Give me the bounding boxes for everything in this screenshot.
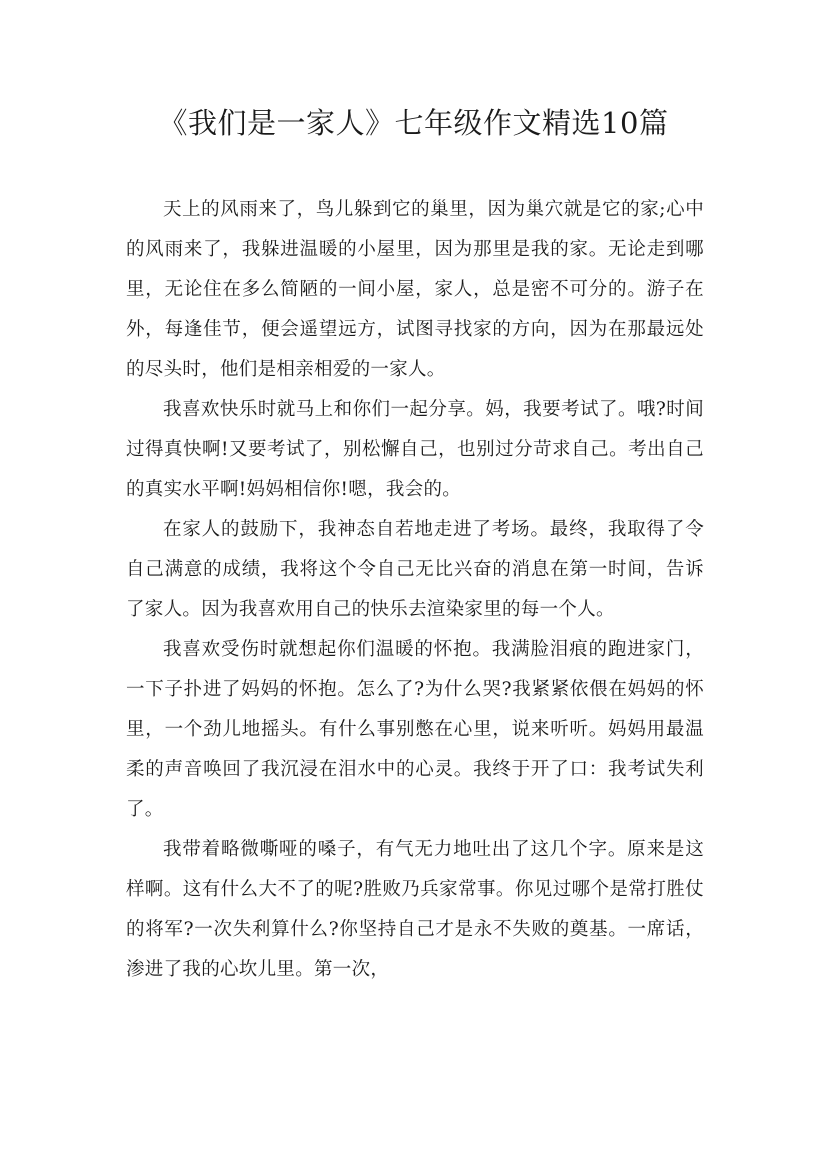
document-title: 《我们是一家人》七年级作文精选10篇 bbox=[158, 106, 669, 140]
paragraph: 在家人的鼓励下，我神态自若地走进了考场。最终，我取得了令自己满意的成绩，我将这个令自己无比兴奋的消息在第一时间，告诉了家人。因为我喜欢用自己的快乐去渲染家里的每一个人。 bbox=[126, 519, 704, 620]
paragraph: 我带着略微嘶哑的嗓子，有气无力地吐出了这几个字。原来是这样啊。这有什么大不了的呢?胜败乃兵家常事。你见过哪个是常打胜仗的将军?一次失利算什么?你坚持自己才是永不失败的奠基。一席话，渗进了我的心坎儿里。第一次， bbox=[126, 839, 704, 980]
paragraph: 我喜欢受伤时就想起你们温暖的怀抱。我满脸泪痕的跑进家门，一下子扑进了妈妈的怀抱。怎么了?为什么哭?我紧紧依偎在妈妈的怀里，一个劲儿地摇头。有什么事别憋在心里，说来听听。妈妈用最温柔的声音唤回了我沉浸在泪水中的心灵。我终于开了口：我考试失利了。 bbox=[126, 639, 704, 820]
paragraph: 我喜欢快乐时就马上和你们一起分享。妈，我要考试了。哦?时间过得真快啊!又要考试了，别松懈自己，也别过分苛求自己。考出自己的真实水平啊!妈妈相信你!嗯，我会的。 bbox=[126, 399, 704, 500]
document-body bbox=[126, 190, 704, 990]
paragraph: 天上的风雨来了，鸟儿躲到它的巢里，因为巢穴就是它的家;心中的风雨来了，我躲进温暖的小屋里，因为那里是我的家。无论走到哪里，无论住在多么简陋的一间小屋，家人，总是密不可分的。游子在外，每逢佳节，便会遥望远方，试图寻找家的方向，因为在那最远处的尽头时，他们是相亲相爱的一家人。 bbox=[126, 199, 704, 380]
